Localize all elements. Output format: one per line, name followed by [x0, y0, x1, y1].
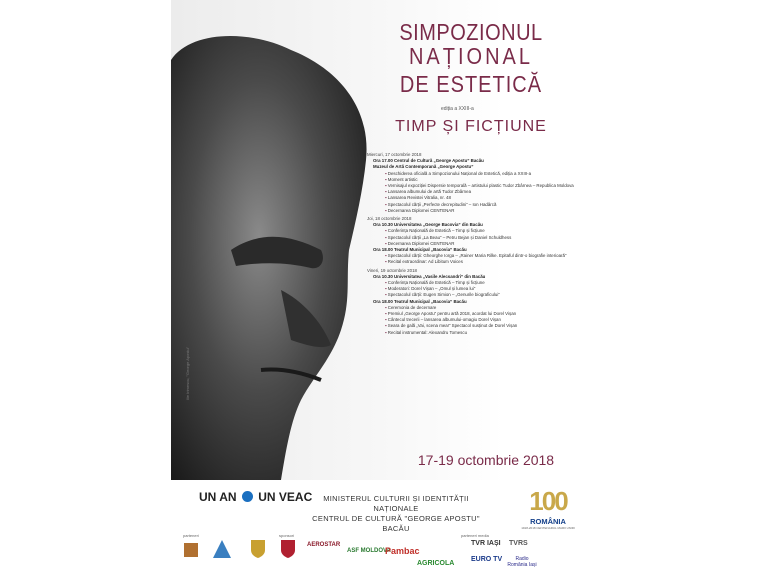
euro-tv-logo: EURO TV [471, 556, 503, 563]
title-line-3: DE ESTETICĂ [399, 72, 543, 98]
program-item: ▪ Moderatori: Dorel Vișan – „Omul și lumea lui” [367, 286, 577, 292]
program-item: ▪ Spectacolul cărții „La Beau” – Petru Bejan și Daniel Schuldhess [367, 235, 577, 241]
radio-romania-iasi-logo: Radio România Iași [507, 556, 537, 568]
program-venue: Ora 18.00 Teatrul Municipal „Bacovia” Bacău [373, 298, 467, 304]
sponsors-label: sponsori [279, 533, 295, 538]
program-item: ▪ Spectacolul cărții: Eugen Simion – „Genurile biograficului” [367, 292, 577, 298]
blue-dot-icon [242, 491, 253, 502]
program-venue: Ora 17.00 Centrul de Cultură „George Apostu” Bacău [373, 158, 484, 164]
program-item: ▪ Vernisajul expoziției Dispersie temporală – artistului plastic Tudor Zbârnea – Republica Moldova [367, 183, 577, 189]
program-item: ▪ Decernarea Diplomei CENTENAR [367, 208, 577, 214]
subtitle: TIMP ȘI FICȚIUNE [395, 118, 547, 135]
centenary-country: ROMÂNIA [530, 517, 566, 526]
centenary-subtitle: 1918-2018 CENTENARUL MARII UNIRI [521, 526, 575, 530]
program-item: ▪ Lansarea albumului de artă Tudor Zbârnea [367, 189, 577, 195]
title-line-1: SIMPOZIONUL [399, 20, 543, 46]
program-day: Joi, 18 octombrie 2018 [367, 216, 412, 222]
program-day: Miercuri, 17 octombrie 2018 [367, 152, 422, 157]
program-venue: Ora 10.30 Universitatea „Vasile Alecsandri” din Bacău [373, 273, 486, 279]
partners-label: parteneri [183, 533, 199, 538]
event-dates: 17-19 octombrie 2018 [417, 452, 555, 468]
tvr-iasi-logo: TVR IAȘI [471, 540, 501, 547]
culture-center-name: CENTRUL DE CULTURĂ "GEORGE APOSTU" BACĂU [312, 514, 480, 533]
program-item: ▪ Premiul „George Apostu” pentru artă 2018, acordat lui Dorel Vișan [367, 311, 577, 317]
program-item: ▪ Ceremonia de decernare [367, 305, 577, 311]
un-an-un-veac-logo [199, 490, 312, 504]
sponsor-logos [171, 538, 589, 585]
program-venue: Muzeul de Artă Contemporană „George Apostu” [373, 164, 474, 170]
centenary-number: 100 [529, 486, 567, 516]
program-list [367, 150, 577, 336]
program-venue: Ora 10.30 Universitatea „George Bacovia” din Bacău [373, 222, 483, 228]
pambac-logo: Pambac [385, 546, 420, 556]
centenary-logo [513, 486, 583, 530]
program-venue: Ora 18.00 Teatrul Municipal „Bacovia” Bacău [373, 247, 467, 253]
program-item: ▪ Conferința Națională de Estetică – Timp și ficțiune [367, 280, 577, 286]
program-item: ▪ Lansarea Revistei Vitralia, nr. 48 [367, 195, 577, 201]
program-item: ▪ Recital extraordinar: Ad Libitum Voices [367, 259, 577, 265]
media-partners-label: parteneri media [461, 533, 489, 538]
program-item: ▪ Cântecul trecerii – lansarea albumului-omagiu Dorel Vișan [367, 317, 577, 323]
edition-label: ediția a XXIII-a [441, 106, 474, 112]
ministry-name: MINISTERUL CULTURII ȘI IDENTITĂȚII NAȚIONALE [323, 494, 469, 513]
program-day: Vineri, 19 octombrie 2018 [367, 267, 417, 273]
program-item: ▪ Deschiderea oficială a Simpozionului Național de Estetică, ediția a XXIII-a [367, 171, 577, 177]
tvrs-logo: TVRS [509, 540, 528, 547]
program-item: ▪ Decernarea Diplomei CENTENAR [367, 241, 577, 247]
asf-moldova-logo: ASF MOLDOVA [347, 548, 391, 554]
poster [171, 0, 589, 585]
program-item: ▪ Seara de gală „Vai, scena mea!” Spectacol susținut de Dorel Vișan [367, 323, 577, 329]
partner-logo-3-icon [249, 538, 267, 558]
partner-logo-4-icon [279, 538, 297, 558]
un-veac-text: UN VEAC [258, 490, 313, 504]
aerostar-logo: AEROSTAR [307, 542, 341, 548]
program-item: ▪ Recital instrumental: Alexandru Tomescu [367, 330, 577, 336]
program-item: ▪ Spectacolul cărții: Gheorghe Iorga – „Rainer Maria Rilke. Epitaful dintr-o biografie interioară” [367, 253, 577, 259]
title-line-2: NAȚIONAL [408, 44, 534, 70]
partner-logo-2-icon [211, 538, 233, 560]
program-item: ▪ Moment artistic [367, 177, 577, 183]
partner-logo-1-icon [181, 540, 201, 560]
program-item: ▪ Spectacolul cărții „Perfecte decrepitudini” – Ion Hadârcă [367, 202, 577, 208]
agricola-logo: AGRICOLA [417, 560, 455, 567]
photo-credit: Ilie Irimescu, "George Apostu" [185, 346, 190, 400]
organizer-block [311, 494, 481, 534]
program-item: ▪ Conferința Națională de Estetică – Timp și ficțiune [367, 228, 577, 234]
un-an-text: UN AN [199, 490, 237, 504]
